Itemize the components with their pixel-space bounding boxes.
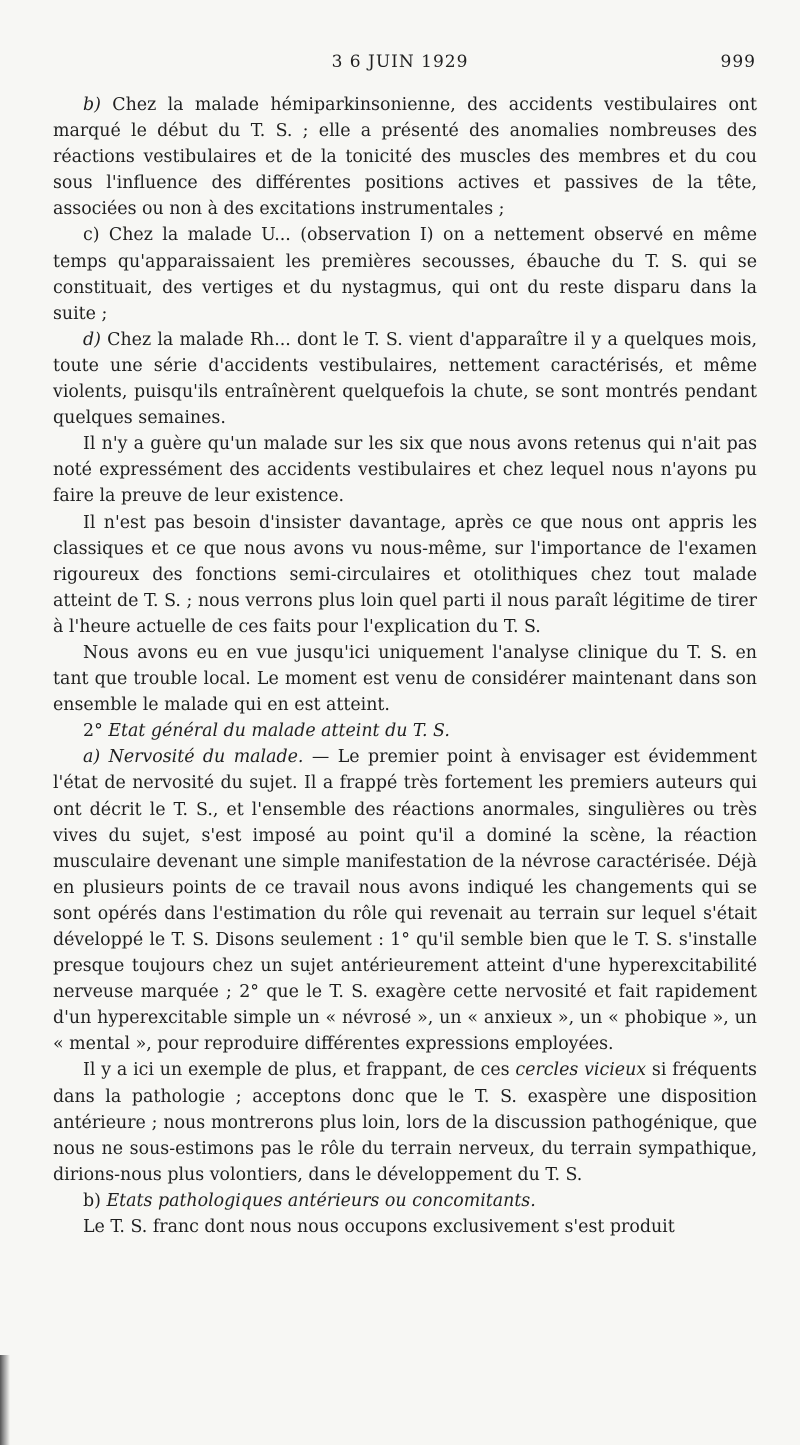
paragraph-b [53,92,757,222]
paragraph-examination [53,510,757,640]
paragraph-text: Nous avons eu en vue jusqu'ici uniquement l'analyse clinique du T. S. en tant que trouble local. Le moment est venu de considérer maintenant dans son ensemble le malade qui en est atteint. [53,642,757,716]
item-label: c) [83,225,100,246]
body-text [53,92,757,1240]
binding-shadow [0,1355,10,1445]
paragraph-c [53,222,757,326]
subsection-label: b) [83,1190,101,1211]
page-header [0,52,800,76]
paragraph-text: Le T. S. franc dont nous nous occupons exclusivement s'est produit [83,1217,675,1238]
paragraph-text-before: Il y a ici un exemple de plus, et frappant, de ces [83,1060,516,1081]
paragraph-text: Chez la malade Rh... dont le T. S. vient d'apparaître il y a quelques mois, toute une série d'accidents vestibulaires, nettement caractérisés, et même violents, puisqu'ils entraînèrent quelquefois la chute, se sont montrés pendant quelques semaines. [53,329,757,429]
subsection-title: Etats pathologiques antérieurs ou concomitants. [100,1190,536,1211]
paragraph-text: Chez la malade hémiparkinsonienne, des accidents vestibulaires ont marqué le début du T. S. ; elle a présenté des anomalies nombreuses des réactions vestibulaires et de la tonicité des muscles des membres et du cou sous l'influence des différentes positions actives et passives de la tête, associées ou non à des excitations instrumentales ; [53,95,757,220]
header-date: 3 6 JUIN 1929 [331,52,469,72]
page-number: 999 [720,52,756,72]
paragraph-d [53,327,757,431]
last-line [53,1214,757,1240]
paragraph-one-patient [53,431,757,509]
italic-term: cercles vicieux [515,1060,647,1081]
section-heading [53,718,757,744]
paragraph-text: Chez la malade U... (observation I) on a nettement observé en même temps qu'apparaissaient les premières secousses, ébauche du T. S. qui se constituait, des vertiges et du nystagmus, qui ont du reste disparu dans la suite ; [53,225,757,324]
section-number: 2° [83,721,103,742]
paragraph-transition [53,640,757,718]
section-title: Etat général du malade atteint du T. S. [102,721,450,742]
subsection-title: Nervosité du malade. [100,747,304,768]
paragraph-text: Il n'est pas besoin d'insister davantage, après ce que nous ont appris les classiques et ce que nous avons vu nous-même, sur l'importance de l'examen rigoureux des fonctions semi-circulaires et otolithiques chez tout malade atteint de T. S. ; nous verrons plus loin quel parti il nous paraît légitime de tirer à l'heure actuelle de ces faits pour l'explication du T. S. [53,512,757,637]
item-label: b) [83,95,101,115]
paragraph-text: Il n'y a guère qu'un malade sur les six que nous avons retenus qui n'ait pas noté expressément des accidents vestibulaires et chez lequel nous n'ayons pu faire la preuve de leur existence. [53,434,757,507]
subsection-text: — Le premier point à envisager est évidemment l'état de nervosité du sujet. Il a frappé très fortement les premiers auteurs qui ont décrit le T. S., et l'ensemble des réactions anormales, singulières ou très vives du sujet, s'est imposé au point qu'il a dominé la scène, la réaction musculaire devenant une simple manifestation de la névrose caractérisée. Déjà en plusieurs points de ce travail nous avons indiqué les changements qui se sont opérés dans l'estimation du rôle qui revenait au terrain sur lequel s'était développé le T. S. Disons seulement : 1° qu'il semble bien que le T. S. s'installe presque toujours chez un sujet antérieurement atteint d'une hyperexcitabilité nerveuse marquée ; 2° que le T. S. exagère cette nervosité et fait rapidement d'un hyperexcitable simple un « névrosé », un « anxieux », un « phobique », un « mental », pour reproduire différentes expressions employées. [53,747,757,1055]
paragraph-vicious-circles [53,1057,757,1187]
item-label: d) [83,329,101,350]
subsection-a [53,744,757,1057]
subsection-b [53,1188,757,1214]
subsection-label: a) [83,747,101,768]
paragraph-text-after: si fréquents dans la pathologie ; acceptons donc que le T. S. exaspère une disposition antérieure ; nous montrerons plus loin, lors de la discussion pathogénique, que nous ne sous-estimons pas le rôle du terrain nerveux, du terrain sympathique, dirions-nous plus volontiers, dans le développement du T. S. [53,1060,757,1185]
